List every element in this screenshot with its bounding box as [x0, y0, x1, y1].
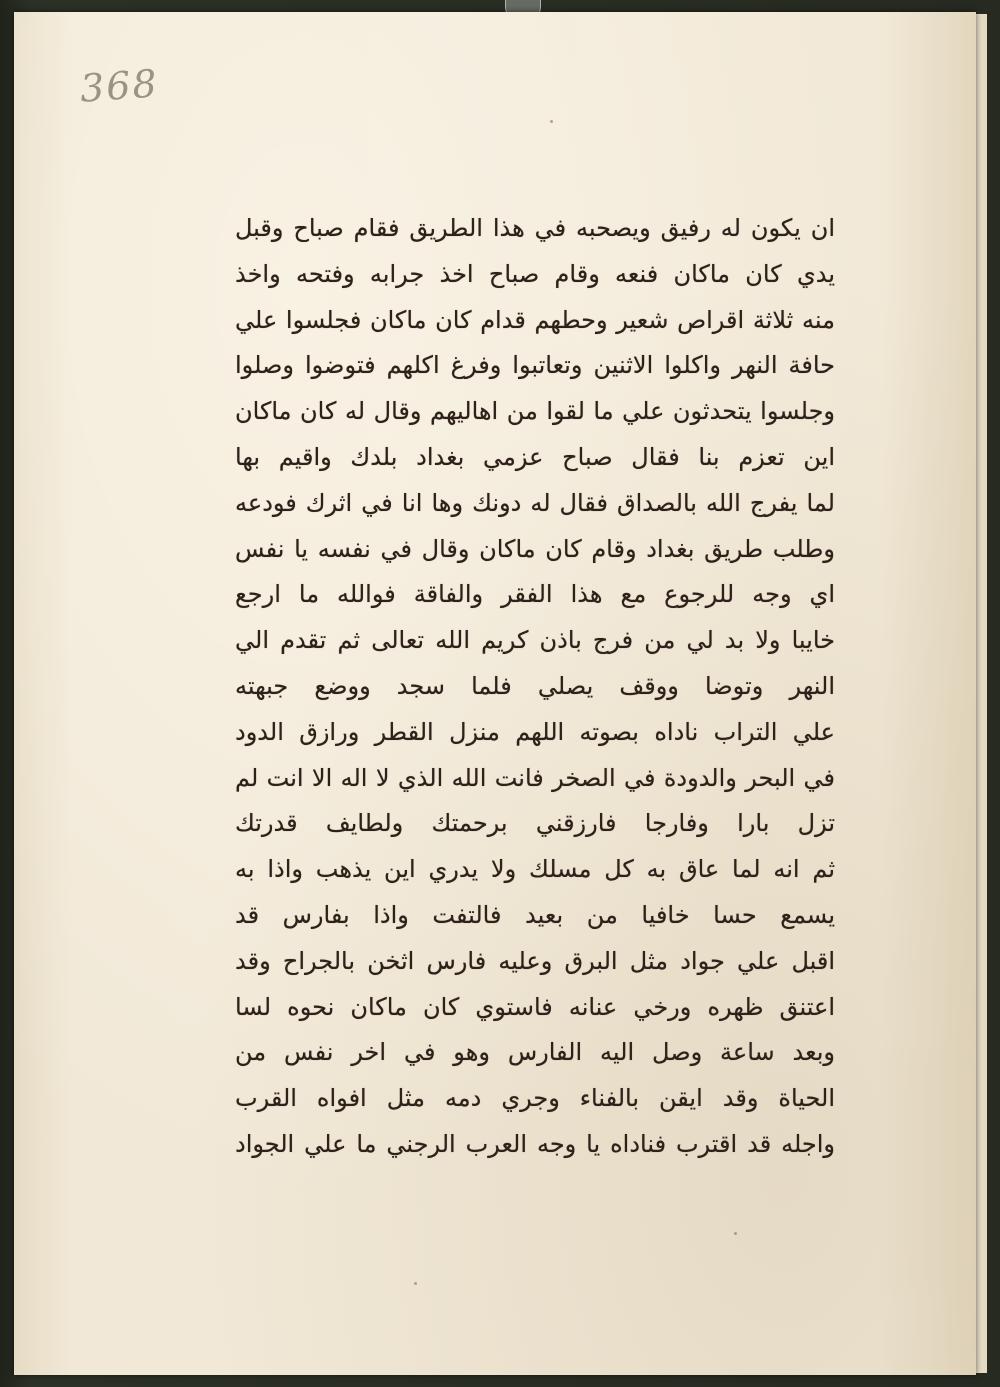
manuscript-line-19: وبعد ساعة وصل اليه الفارس وهو في اخر نفس من — [235, 1038, 835, 1067]
folio-number: 368 — [78, 61, 160, 111]
manuscript-line-9: اي وجه للرجوع مع هذا الفقر والفاقة فوالله ما ارجع — [235, 580, 835, 609]
manuscript-line-5: وجلسوا يتحدثون علي ما لقوا من اهاليهم وقال له كان ماكان — [235, 397, 835, 426]
manuscript-line-4: حافة النهر واكلوا الاثنين وتعاتبوا وفرغ اكلهم فتوضوا وصلوا — [235, 351, 835, 380]
ink-speck — [414, 1282, 417, 1285]
manuscript-line-6: اين تعزم بنا فقال صباح عزمي بغداد بلدك واقيم بها — [235, 442, 835, 471]
manuscript-line-10: خايبا ولا بد لي من فرج باذن كريم الله تعالى ثم تقدم الي — [235, 626, 835, 655]
manuscript-line-8: وطلب طريق بغداد وقام كان ماكان وقال في نفسه يا نفس — [235, 534, 835, 563]
ink-speck — [550, 120, 553, 123]
ink-speck — [734, 1232, 737, 1235]
manuscript-line-20: الحياة وقد ايقن بالفناء وجري دمه مثل افواه القرب — [235, 1084, 835, 1113]
manuscript-line-7: لما يفرج الله بالصداق فقال له دونك وها انا في اثرك فودعه — [235, 488, 835, 517]
manuscript-line-18: اعتنق ظهره ورخي عنانه فاستوي كان ماكان نحوه لسا — [235, 992, 835, 1021]
manuscript-line-13: في البحر والدودة في الصخر فانت الله الذي لا اله الا انت لم — [235, 763, 835, 792]
manuscript-line-1: ان يكون له رفيق ويصحبه في هذا الطريق فقام صباح وقبل — [235, 214, 835, 242]
manuscript-line-11: النهر وتوضا ووقف يصلي فلما سجد ووضع جبهته — [235, 671, 835, 700]
manuscript-line-17: اقبل علي جواد مثل البرق وعليه فارس اثخن بالجراح وقد — [235, 946, 835, 975]
manuscript-line-14: تزل بارا وفارجا فارزقني برحمتك ولطايف قدرتك — [235, 809, 835, 838]
manuscript-line-21: واجله قد اقترب فناداه يا وجه العرب الرجني ما علي الجواد — [235, 1129, 835, 1158]
manuscript-text — [235, 206, 835, 1168]
manuscript-line-2: يدي كان ماكان فنعه وقام صباح اخذ جرابه وفتحه واخذ — [235, 259, 835, 288]
manuscript-line-12: علي التراب ناداه بصوته اللهم منزل القطر ورازق الدود — [235, 717, 835, 746]
manuscript-line-16: يسمع حسا خافيا من بعيد فالتفت واذا بفارس قد — [235, 900, 835, 929]
manuscript-line-3: منه ثلاثة اقراص شعير وحطهم قدام كان ماكان فجلسوا علي — [235, 305, 835, 334]
manuscript-line-15: ثم انه لما عاق به كل مسلك ولا يدري اين يذهب واذا به — [235, 855, 835, 884]
